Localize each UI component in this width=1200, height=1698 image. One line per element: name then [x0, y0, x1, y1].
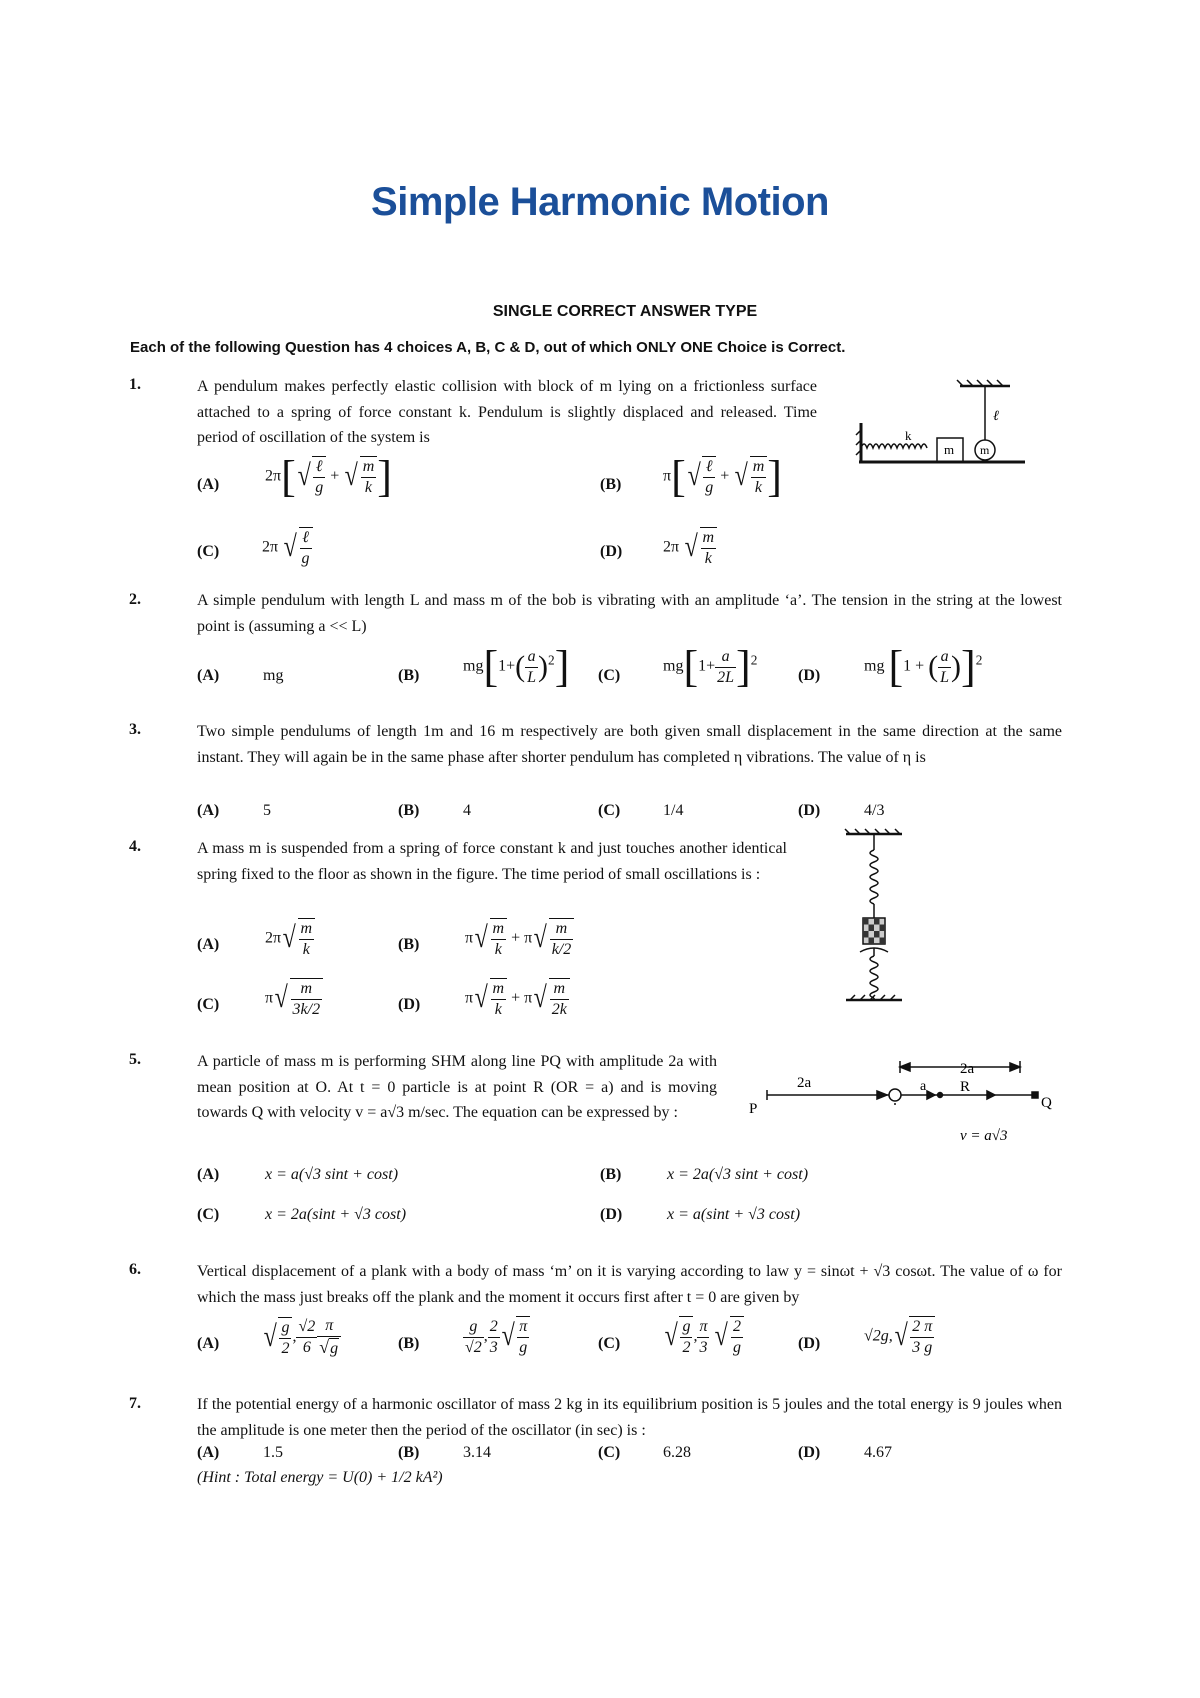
q3-option-b-label[interactable]: (B)	[398, 802, 420, 819]
section-heading: SINGLE CORRECT ANSWER TYPE	[492, 303, 758, 320]
q5-option-d-label[interactable]: (D)	[600, 1206, 623, 1223]
figure-label-block-m: m	[944, 442, 955, 457]
q3-option-d[interactable]: 4/3	[864, 802, 885, 819]
figure-label-bob-m: m	[980, 443, 990, 457]
question-4-number: 4.	[129, 838, 141, 855]
q6-option-d-label[interactable]: (D)	[798, 1335, 821, 1352]
question-3-text: Two simple pendulums of length 1m and 16 m respectively are both given small displacement in the same direction at the same instant. They will again be in the same phase after shorter pendulum has completed η vibrations. The value of η is	[197, 723, 1062, 766]
q7-option-c-label[interactable]: (C)	[598, 1444, 621, 1461]
q4-option-d-label[interactable]: (D)	[398, 996, 421, 1013]
figure-label-length: ℓ	[993, 409, 999, 424]
q2-option-b[interactable]: mg[1+( $\frac{a}{L}$ )$^2$]	[463, 642, 570, 691]
question-6-number: 6.	[129, 1261, 141, 1278]
question-1-number: 1.	[129, 376, 141, 393]
q4-option-d[interactable]: π √ $\frac{m}{k}$ + π √ $\frac{m}{2k}$	[465, 978, 570, 1020]
question-7-number: 7.	[129, 1395, 141, 1412]
q4-option-a-label[interactable]: (A)	[197, 936, 220, 953]
q6-option-a-label[interactable]: (A)	[197, 1335, 220, 1352]
q2-option-a-label[interactable]: (A)	[197, 667, 220, 684]
q7-option-d-label[interactable]: (D)	[798, 1444, 821, 1461]
q2-option-a[interactable]: mg	[263, 667, 284, 684]
q1-option-d-label[interactable]: (D)	[600, 543, 623, 560]
figure-label-2a-top: 2a	[960, 1061, 975, 1077]
q5-option-c[interactable]: x = 2a(sint + √3 cost)	[265, 1206, 407, 1223]
q6-option-d[interactable]: √2g, √ $\frac{2}{3}$ $\frac{\pi}{g}$	[864, 1316, 935, 1358]
q6-option-a[interactable]: √ $\frac{g}{2}$ , $\frac{√2}{6}$ $\frac{\pi}{√g}$	[262, 1316, 341, 1359]
q4-option-b[interactable]: π √ $\frac{m}{k}$ + π √ $\frac{m}{k/2}$	[465, 918, 574, 960]
q5-option-b[interactable]: x = 2a(√3 sint + cost)	[667, 1166, 809, 1183]
q3-option-d-label[interactable]: (D)	[798, 802, 821, 819]
q6-option-c[interactable]: √ $\frac{g}{2}$ , $\frac{\pi}{3}$ √ $\frac{2}{g}$	[663, 1316, 744, 1358]
question-5-text: A particle of mass m is performing SHM along line PQ with amplitude 2a with mean position at O. At t = 0 particle is at point R (OR = a) and is moving towards Q with velocity v = a√3 m/sec. The equation can be expressed by :	[197, 1053, 717, 1121]
question-2-text: A simple pendulum with length L and mass m of the bob is vibrating with an amplitude ‘a’. The tension in the string at the lowest point is (assuming a << L)	[197, 592, 1062, 635]
question-4-text: A mass m is suspended from a spring of force constant k and just touches another identical spring fixed to the floor as shown in the figure. The time period of small oscillations is :	[197, 840, 787, 883]
document-title: Simple Harmonic Motion	[371, 180, 829, 224]
q1-option-a-label[interactable]: (A)	[197, 476, 220, 493]
q2-option-d[interactable]: mg [1 + ( $\frac{a}{L}$ )]$^2$	[864, 642, 983, 691]
q6-option-b[interactable]: $\frac{g}{√2}$ , $\frac{2}{3}$ √ $\frac{\pi}{g}$	[463, 1316, 530, 1358]
q1-option-c[interactable]: 2π √ $\frac{\text{ℓ}}{g}$	[262, 527, 313, 569]
q6-option-c-label[interactable]: (C)	[598, 1335, 621, 1352]
q1-option-b-label[interactable]: (B)	[600, 476, 622, 493]
question-5-figure	[745, 1055, 1055, 1155]
instructions: Each of the following Question has 4 choices A, B, C & D, out of which ONLY ONE Choice is Correct.	[130, 339, 846, 356]
q2-option-b-label[interactable]: (B)	[398, 667, 420, 684]
figure-label-P: P	[749, 1101, 758, 1117]
q2-option-c-label[interactable]: (C)	[598, 667, 621, 684]
q1-option-a[interactable]: 2π[ √ $\frac{\text{ℓ}}{g}$ + √ $\frac{m}{k}$ ]	[265, 452, 392, 501]
q5-option-a-label[interactable]: (A)	[197, 1166, 220, 1183]
figure-label-Q: Q	[1041, 1095, 1052, 1111]
q7-option-a[interactable]: 1.5	[263, 1444, 283, 1461]
q7-option-c[interactable]: 6.28	[663, 1444, 691, 1461]
q6-option-b-label[interactable]: (B)	[398, 1335, 420, 1352]
q4-option-b-label[interactable]: (B)	[398, 936, 420, 953]
q5-option-b-label[interactable]: (B)	[600, 1166, 622, 1183]
q7-hint: (Hint : Total energy = U(0) + 1/2 kA²)	[197, 1469, 443, 1486]
q7-option-d[interactable]: 4.67	[864, 1444, 892, 1461]
q2-option-d-label[interactable]: (D)	[798, 667, 821, 684]
figure-label-a: a	[920, 1079, 927, 1094]
figure-label-R: R	[960, 1079, 971, 1095]
q7-option-b[interactable]: 3.14	[463, 1444, 491, 1461]
q1-option-d[interactable]: 2π √ $\frac{m}{k}$	[663, 527, 717, 569]
q1-option-c-label[interactable]: (C)	[197, 543, 220, 560]
question-5-number: 5.	[129, 1051, 141, 1068]
q4-option-c[interactable]: π √ $\frac{m}{3k/2}$	[265, 978, 323, 1020]
question-1-text: A pendulum makes perfectly elastic collision with block of m lying on a frictionless surface attached to a spring of force constant k. Pendulum is slightly displaced and released. Time period of oscillation of the system is	[197, 378, 817, 446]
figure-label-velocity: v = a√3	[960, 1128, 1008, 1144]
q5-option-c-label[interactable]: (C)	[197, 1206, 220, 1223]
question-1-figure	[855, 378, 1030, 473]
question-4-figure	[840, 828, 910, 1003]
q5-option-d[interactable]: x = a(sint + √3 cost)	[667, 1206, 801, 1223]
q5-option-a[interactable]: x = a(√3 sint + cost)	[265, 1166, 399, 1183]
figure-label-k: k	[905, 428, 912, 443]
q3-option-a-label[interactable]: (A)	[197, 802, 220, 819]
q3-option-b[interactable]: 4	[463, 802, 471, 819]
q1-option-b[interactable]: π[ √ $\frac{\text{ℓ}}{g}$ + √ $\frac{m}{k}$ ]	[663, 452, 782, 501]
question-7-text: If the potential energy of a harmonic oscillator of mass 2 kg in its equilibrium position is 5 joules and the total energy is 9 joules when the amplitude is one meter then the period of the oscillator (in sec) is :	[197, 1396, 1062, 1439]
q3-option-c-label[interactable]: (C)	[598, 802, 621, 819]
q4-option-c-label[interactable]: (C)	[197, 996, 220, 1013]
question-6-text: Vertical displacement of a plank with a body of mass ‘m’ on it is varying according to law y = sinωt + √3 cosωt. The value of ω for which the mass just breaks off the plank and the moment it occurs first after t = 0 are given by	[197, 1263, 1062, 1306]
q7-option-b-label[interactable]: (B)	[398, 1444, 420, 1461]
q2-option-c[interactable]: mg[1+ $\frac{a}{2L}$ ]$^2$	[663, 642, 758, 691]
q4-option-a[interactable]: 2π √ $\frac{m}{k}$	[265, 918, 315, 960]
q3-option-c[interactable]: 1/4	[663, 802, 684, 819]
figure-label-2a-left: 2a	[797, 1075, 812, 1091]
question-2-number: 2.	[129, 591, 141, 608]
q3-option-a[interactable]: 5	[263, 802, 271, 819]
q7-option-a-label[interactable]: (A)	[197, 1444, 220, 1461]
question-3-number: 3.	[129, 721, 141, 738]
